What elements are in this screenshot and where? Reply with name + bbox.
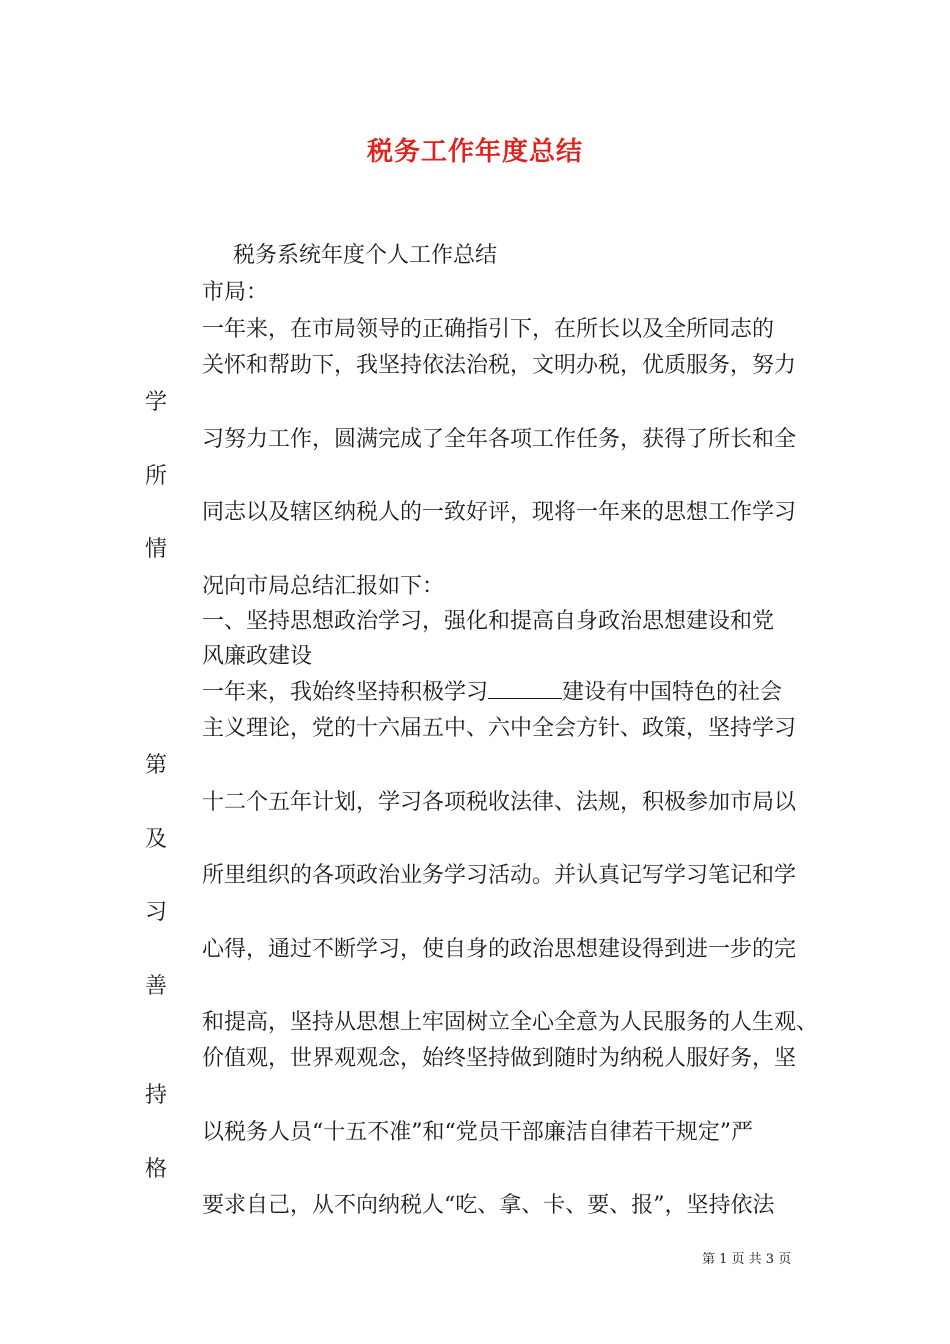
wrapped-char: 学 — [145, 390, 168, 415]
paragraph-line: 心得，通过不断学习，使自身的政治思想建设得到进一步的完 — [202, 937, 797, 962]
line-end: 建设有中国特色的社会 — [562, 680, 783, 705]
section-heading-line: 一、坚持思想政治学习，强化和提高自身政治思想建设和党 — [202, 609, 775, 634]
paragraph-line: 十二个五年计划，学习各项税收法律、法规，积极参加市局以 — [202, 790, 797, 815]
paragraph-line-with-blank — [202, 677, 782, 709]
paragraph-line: 关怀和帮助下，我坚持依法治税，文明办税，优质服务，努力 — [202, 353, 797, 378]
paragraph-line: 和提高，坚持从思想上牢固树立全心全意为人民服务的人生观、 — [202, 1010, 819, 1035]
wrapped-char: 习 — [145, 900, 168, 925]
wrapped-char: 及 — [145, 827, 168, 852]
paragraph-line: 同志以及辖区纳税人的一致好评，现将一年来的思想工作学习 — [202, 500, 797, 525]
paragraph-line: 习努力工作，圆满完成了全年各项工作任务，获得了所长和全 — [202, 427, 797, 452]
wrapped-char: 情 — [145, 537, 168, 562]
fill-in-blank — [488, 678, 562, 699]
paragraph-line: 以税务人员“十五不准”和“党员干部廉洁自律若干规定”严 — [202, 1120, 753, 1145]
paragraph-line: 况向市局总结汇报如下： — [202, 574, 445, 599]
page-number-footer: 第 1 页 共 3 页 — [702, 1252, 792, 1267]
wrapped-char: 所 — [145, 464, 168, 489]
document-title: 税务工作年度总结 — [366, 137, 583, 167]
paragraph-line: 价值观，世界观观念，始终坚持做到随时为纳税人服好务，坚 — [202, 1046, 797, 1071]
document-subtitle: 税务系统年度个人工作总结 — [233, 243, 498, 268]
line-start: 一年来，我始终坚持积极学习 — [202, 680, 489, 705]
paragraph-line: 要求自己，从不向纳税人“吃、拿、卡、要、报”，坚持依法 — [202, 1193, 775, 1218]
paragraph-line: 所里组织的各项政治业务学习活动。并认真记写学习笔记和学 — [202, 863, 797, 888]
wrapped-char: 持 — [145, 1083, 168, 1108]
wrapped-char: 第 — [145, 753, 168, 778]
salutation: 市局： — [202, 280, 269, 305]
paragraph-line: 主义理论，党的十六届五中、六中全会方针、政策，坚持学习 — [202, 716, 797, 741]
wrapped-char: 善 — [145, 974, 168, 999]
wrapped-char: 格 — [145, 1157, 168, 1182]
section-heading-line: 风廉政建设 — [202, 644, 313, 669]
paragraph-line: 一年来，在市局领导的正确指引下，在所长以及全所同志的 — [202, 317, 775, 342]
